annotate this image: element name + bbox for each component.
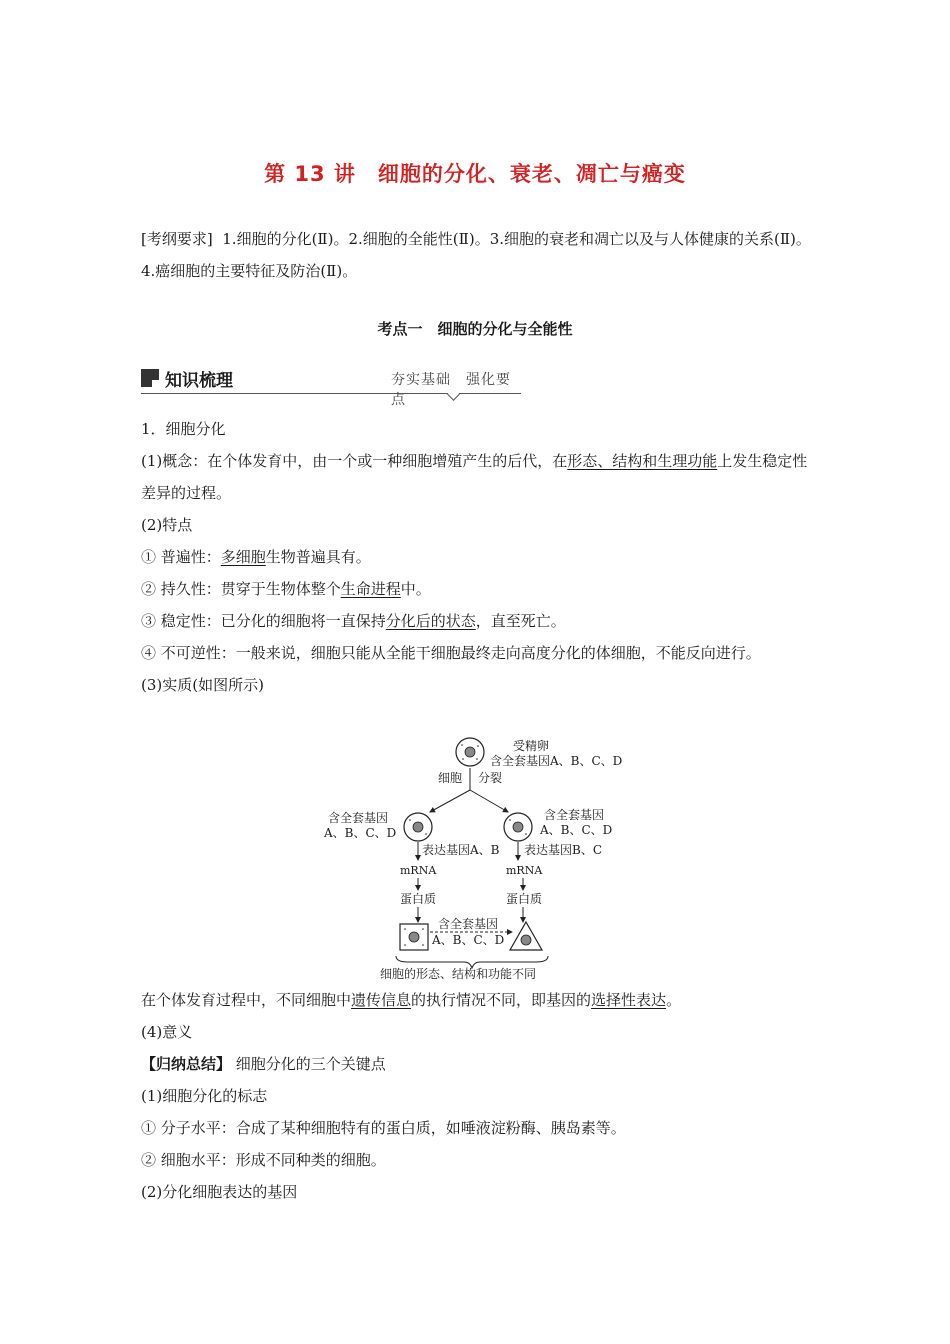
knowledge-bar-subtitle: 夯实基础 强化要点: [391, 372, 511, 408]
feature-item: [141, 605, 821, 637]
zygote-cell-icon: [456, 738, 484, 766]
marker-item: ① 分子水平：合成了某种细胞特有的蛋白质，如唾液淀粉酶、胰岛素等。: [141, 1119, 626, 1137]
text: ③ 稳定性：已分化的细胞将一直保持: [141, 612, 386, 630]
bottom-genes-label-1: 含全套基因: [438, 917, 499, 931]
underlined-term: 多细胞: [220, 548, 266, 566]
right-cell-icon: [504, 813, 532, 841]
division-label-left: 细胞: [438, 771, 463, 785]
text: 在个体发育过程中，不同细胞中: [141, 991, 352, 1009]
lecture-title: 第 13 讲 细胞的分化、衰老、凋亡与癌变: [264, 162, 686, 186]
significance-heading: (4)意义: [141, 1023, 193, 1041]
main-content: [141, 413, 821, 701]
differentiation-diagram: [318, 732, 638, 980]
text: 上发生稳定性差异的过程。: [141, 452, 808, 502]
left-cell-icon: [404, 813, 432, 841]
knowledge-bar-label: 知识梳理: [165, 371, 233, 391]
section-title: 考点一 细胞的分化与全能性: [377, 320, 573, 338]
concept-paragraph: [141, 445, 821, 509]
feature-item: ④ 不可逆性：一般来说，细胞只能从全能干细胞最终走向高度分化的体细胞，不能反向进行。: [141, 644, 761, 662]
underlined-term: 分化后的状态: [385, 612, 476, 630]
protein-left-label: 蛋白质: [400, 892, 437, 906]
zygote-label: 受精卵: [513, 739, 550, 753]
summary-label: 【归纳总结】: [141, 1055, 232, 1073]
text: 。: [666, 991, 682, 1009]
requirements-label: [考纲要求]: [141, 230, 213, 248]
underlined-term: 形态、结构和生理功能: [567, 452, 718, 470]
underlined-term: 选择性表达: [591, 991, 667, 1009]
feature-item: [141, 573, 821, 605]
text: ① 普遍性：: [141, 548, 221, 566]
marker-heading: (1)细胞分化的标志: [141, 1087, 268, 1105]
heading-cell-differentiation: 1．细胞分化: [141, 420, 226, 438]
text: 生物普遍具有。: [265, 548, 371, 566]
square-icon: [141, 369, 159, 387]
left-genes-label-2: A、B、C、D: [324, 826, 397, 840]
text: (1)概念：在个体发育中，由一个或一种细胞增殖产生的后代，在: [141, 452, 568, 470]
features-heading: (2)特点: [141, 516, 193, 534]
underlined-term: 遗传信息: [351, 991, 412, 1009]
feature-item: [141, 541, 821, 573]
after-diagram-content: [141, 984, 821, 1208]
requirements-text: 1.细胞的分化(Ⅱ)。2.细胞的全能性(Ⅱ)。3.细胞的衰老和凋亡以及与人体健康的关系(Ⅱ)。4.癌细胞的主要特征及防治(Ⅱ)。: [141, 230, 811, 280]
text: ② 持久性：贯穿于生物体整个: [141, 580, 341, 598]
text: ，直至死亡。: [475, 612, 566, 630]
triangle-cell-icon: [510, 922, 542, 950]
division-label-right: 分裂: [478, 771, 503, 785]
mrna-right-label: mRNA: [506, 864, 543, 877]
expressed-genes-heading: (2)分化细胞表达的基因: [141, 1183, 298, 1201]
text: 中。: [400, 580, 431, 598]
left-express-label: 表达基因A、B: [422, 843, 500, 857]
left-genes-label-1: 含全套基因: [328, 811, 389, 825]
protein-right-label: 蛋白质: [506, 892, 543, 906]
right-genes-label-2: A、B、C、D: [540, 823, 613, 837]
diagram-svg: [318, 732, 638, 980]
right-genes-label-1: 含全套基因: [544, 808, 605, 822]
essence-conclusion: [141, 984, 821, 1016]
exam-requirements: [141, 223, 821, 287]
right-express-label: 表达基因B、C: [524, 843, 603, 857]
divider: [141, 393, 521, 394]
square-cell-icon: [400, 924, 428, 950]
essence-heading: (3)实质(如图所示): [141, 676, 264, 694]
knowledge-bar: [141, 365, 521, 408]
diagram-caption: 细胞的形态、结构和功能不同: [380, 967, 537, 980]
marker-item: ② 细胞水平：形成不同种类的细胞。: [141, 1151, 386, 1169]
text: 的执行情况不同，即基因的: [411, 991, 592, 1009]
summary-heading: [141, 1048, 821, 1080]
bottom-genes-label-2: A、B、C、D: [432, 933, 505, 947]
underlined-term: 生命进程: [340, 580, 401, 598]
zygote-genes-label: 含全套基因A、B、C、D: [490, 754, 623, 768]
summary-text: 细胞分化的三个关键点: [231, 1055, 386, 1073]
mrna-left-label: mRNA: [400, 864, 437, 877]
